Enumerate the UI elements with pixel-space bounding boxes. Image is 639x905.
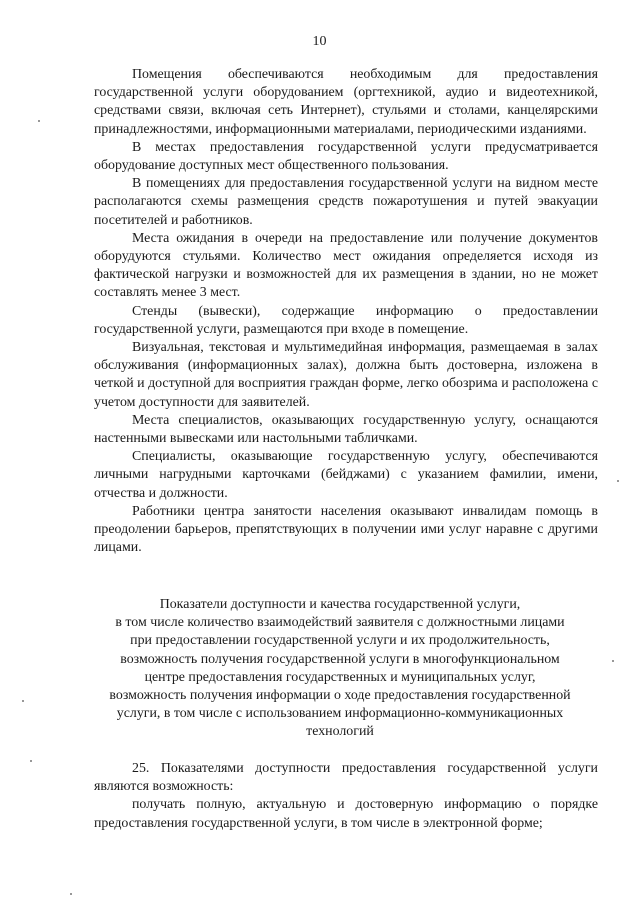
page-number: 10 [312,34,327,49]
paragraph: Места специалистов, оказывающих государственную услугу, оснащаются настенными вывесками или настольными табличками. [94,412,598,447]
heading-line: Показатели доступности и качества государственной услуги, [159,597,521,612]
paragraph: Помещения обеспечиваются необходимым для предоставления государственной услуги оборудованием (оргтехникой, аудио и видеотехникой, средствами связи, включая сеть Интернет), стульями и столами, канцелярскими принадлежностями, информационными материалами, периодическими изданиями. [94,67,598,137]
paragraph: Стенды (вывески), содержащие информацию о предоставлении государственной услуги, размещаются при входе в помещение. [94,303,598,337]
scan-speck [38,120,40,122]
heading-line: возможность получения государственной услуги в многофункциональном [120,651,560,667]
scan-speck [612,660,614,662]
section-heading [80,596,600,742]
paragraph: Визуальная, текстовая и мультимедийная информация, размещаемая в залах обслуживания (информационных залах), должна быть достоверна, изложена в четкой и доступной для восприятия граждан форме, легко обозрима и расположена с учетом доступности для заявителей. [94,340,598,410]
heading-line: возможность получения информации о ходе предоставления государственной [109,688,571,704]
document-body-continued [94,760,598,833]
paragraph: Места ожидания в очереди на предоставление или получение документов оборудуются стульями. Количество мест ожидания определяется исходя из фактической нагрузки и возможностей для их размещения в здании, но не может составлять менее 3 мест. [94,230,598,301]
document-body [94,66,598,557]
heading-line: технологий [306,724,374,740]
scan-speck [70,893,72,895]
heading-line: услуги, в том числе с использованием информационно-коммуникационных [116,706,564,722]
scan-speck [617,480,619,482]
paragraph: 25. Показателями доступности предоставления государственной услуги являются возможность: [94,761,598,795]
paragraph: Специалисты, оказывающие государственную услугу, обеспечиваются личными нагрудными карточками (бейджами) с указанием фамилии, имени, отчества и должности. [94,449,598,501]
paragraph: В помещениях для предоставления государственной услуги на видном месте располагаются схемы размещения средств пожаротушения и путей эвакуации посетителей и работников. [94,176,598,228]
heading-line: в том числе количество взаимодействий заявителя с должностными лицами [115,615,565,631]
paragraph: получать полную, актуальную и достоверную информацию о порядке предоставления государственной услуги, в том числе в электронной форме; [94,797,598,831]
heading-line: при предоставлении государственной услуги и их продолжительность, [130,633,550,649]
paragraph: В местах предоставления государственной услуги предусматривается оборудование доступных мест общественного пользования. [94,139,598,174]
scan-speck [22,700,24,702]
scan-speck [30,760,32,762]
heading-line: центре предоставления государственных и муниципальных услуг, [144,669,536,685]
paragraph: Работники центра занятости населения оказывают инвалидам помощь в преодолении барьеров, препятствующих в получении ими услуг наравне с другими лицами. [94,503,598,556]
